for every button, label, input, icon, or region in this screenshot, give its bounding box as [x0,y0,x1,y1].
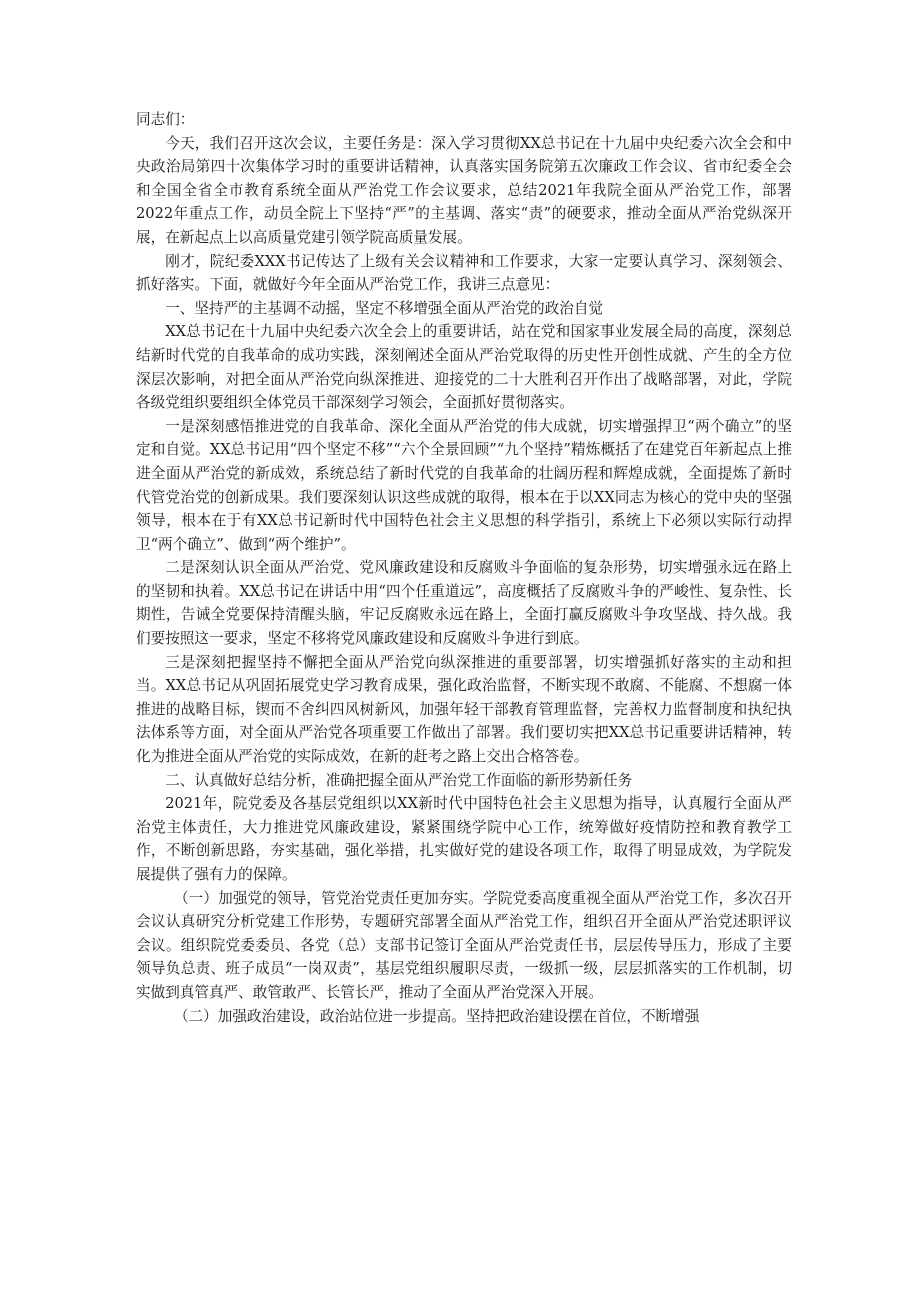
paragraph-section-1-overview: XX总书记在十九届中央纪委六次全会上的重要讲话，站在党和国家事业发展全局的高度，深刻总结新时代党的自我革命的成功实践，深刻阐述全面从严治党取得的历史性开创性成就、产生的全方位深层次影响，对把全面从严治党向纵深推进、迎接党的二十大胜利召开作出了战略部署，对此，学院各级党组织要组织全体党员干部深刻学习领会，全面抓好贯彻落实。 [136,323,792,412]
section-heading-2: 二、认真做好总结分析，准确把握全面从严治党工作面临的新形势新任务 [165,771,633,789]
document-body [136,108,792,1028]
paragraph-point-3: 三是深刻把握坚持不懈把全面从严治党向纵深推进的重要部署，切实增强抓好落实的主动和担当。XX总书记从巩固拓展党史学习教育成果，强化政治监督，不断实现不敢腐、不能腐、不想腐一体推进的战略目标，锲而不舍纠四风树新风，加强年轻干部教育管理监督，完善权力监督制度和执纪执法体系等方面，对全面从严治党各项重要工作做出了部署。我们要切实把XX总书记重要讲话精神，转化为推进全面从严治党的实际成效，在新的赶考之路上交出合格答卷。 [136,653,792,766]
salutation: 同志们： [136,111,195,128]
paragraph-subsection-1: （一）加强党的领导，管党治党责任更加夯实。学院党委高度重视全面从严治党工作，多次召开会议认真研究分析党建工作形势，专题研究部署全面从严治党工作，组织召开全面从严治党述职评议会议。组织院党委委员、各党（总）支部书记签订全面从严治党责任书，层层传导压力，形成了主要领导负总责、班子成员“一岗双责”，基层党组织履职尽责，一级抓一级，层层抓落实的工作机制，切实做到真管真严、敢管敢严、长管长严，推动了全面从严治党深入开展。 [136,889,792,1001]
paragraph-subsection-2: （二）加强政治建设，政治站位进一步提高。坚持把政治建设摆在首位，不断增强 [173,1007,700,1025]
paragraph-point-2: 二是深刻认识全面从严治党、党风廉政建设和反腐败斗争面临的复杂形势，切实增强永远在路上的坚韧和执着。XX总书记在讲话中用“四个任重道远”，高度概括了反腐败斗争的严峻性、复杂性、长期性，告诫全党要保持清醒头脑，牢记反腐败永远在路上，全面打赢反腐败斗争攻坚战、持久战。我们要按照这一要求，坚定不移将党风廉政建设和反腐败斗争进行到底。 [136,559,792,648]
paragraph-point-1: 一是深刻感悟推进党的自我革命、深化全面从严治党的伟大成就，切实增强捍卫“两个确立”的坚定和自觉。XX总书记用“四个坚定不移”“六个全景回顾”“九个坚持”精炼概括了在建党百年新起点上推进全面从严治党的新成效，系统总结了新时代党的自我革命的壮阔历程和辉煌成就，全面提炼了新时代管党治党的创新成果。我们要深刻认识这些成就的取得，根本在于以XX同志为核心的党中央的坚强领导，根本在于有XX总书记新时代中国特色社会主义思想的科学指引，系统上下必须以实际行动捍卫“两个确立”、做到“两个维护”。 [136,417,792,553]
section-heading-1: 一、坚持严的主基调不动摇，坚定不移增强全面从严治党的政治自觉 [165,299,604,317]
paragraph-intro: 刚才，院纪委XXX书记传达了上级有关会议精神和工作要求，大家一定要认真学习、深刻领会、抓好落实。下面，就做好今年全面从严治党工作，我讲三点意见： [136,252,792,294]
paragraph-2021-summary: 2021年，院党委及各基层党组织以XX新时代中国特色社会主义思想为指导，认真履行全面从严治党主体责任，大力推进党风廉政建设，紧紧围绕学院中心工作，统筹做好疫情防控和教育教学工作，不断创新思路，夯实基础，强化举措，扎实做好党的建设各项工作，取得了明显成效，为学院发展提供了强有力的保障。 [136,795,792,883]
paragraph-opening: 今天，我们召开这次会议，主要任务是：深入学习贯彻XX总书记在十九届中央纪委六次全会和中央政治局第四十次集体学习时的重要讲话精神，认真落实国务院第五次廉政工作会议、省市纪委全会和全国全省全市教育系统全面从严治党工作会议要求，总结2021年我院全面从严治党工作，部署2022年重点工作，动员全院上下坚持“严”的主基调、落实“责”的硬要求，推动全面从严治党纵深开展，在新起点上以高质量党建引领学院高质量发展。 [136,134,792,246]
